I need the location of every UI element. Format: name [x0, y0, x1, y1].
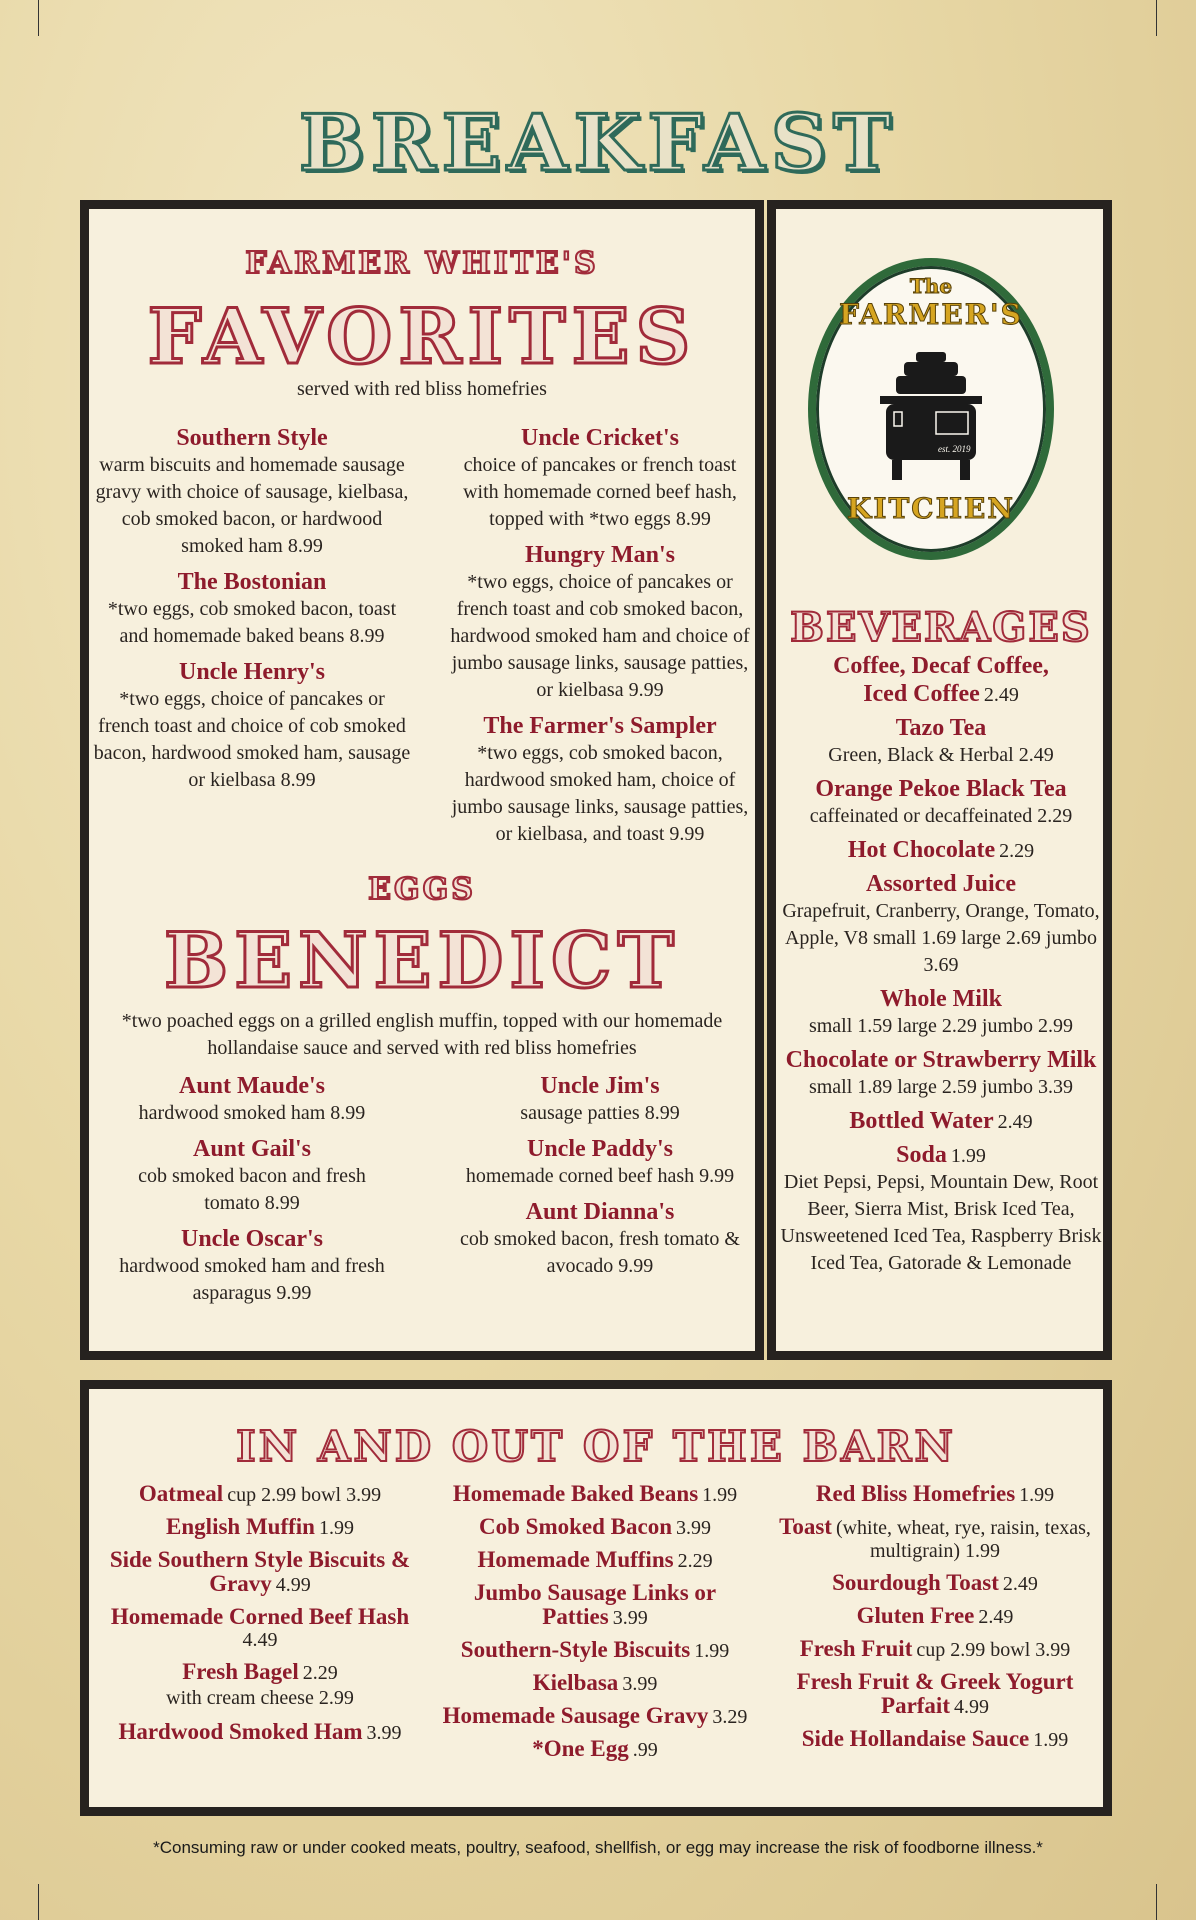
item-name: Uncle Jim's: [540, 1073, 660, 1099]
item-name: English Muffin: [166, 1514, 315, 1539]
item-price: 1.99: [1033, 1729, 1069, 1751]
item-name: Bottled Water: [849, 1108, 994, 1134]
item-note: with cream cheese 2.99: [166, 1687, 354, 1709]
item-price: 2.29: [999, 840, 1035, 862]
logo-farmers: FARMER'S: [839, 298, 1023, 331]
item-desc: *two eggs, choice of pancakes or french toast and choice of cob smoked bacon, hardwood smoked ham, sausage or kielbasa 8.99: [93, 688, 411, 791]
menu-item: [770, 1482, 1100, 1507]
farmers-kitchen-logo: [808, 258, 1054, 560]
item-price: 2.49: [997, 1111, 1033, 1133]
item-name: Orange Pekoe Black Tea: [815, 776, 1067, 802]
item-name: Assorted Juice: [866, 871, 1016, 897]
item-price: 1.99: [694, 1640, 730, 1662]
item-name: The Farmer's Sampler: [483, 713, 717, 739]
item-price: 2.49: [978, 1606, 1014, 1628]
item-name-cont: Iced Coffee: [863, 681, 980, 707]
item-name: Kielbasa: [532, 1670, 619, 1695]
benedict-right-column: [460, 1072, 740, 1280]
menu-item: [112, 1072, 392, 1127]
menu-item: [770, 1637, 1100, 1662]
crop-mark: [38, 0, 39, 36]
item-name: Homemade Baked Beans: [452, 1481, 699, 1506]
menu-item: [770, 1727, 1100, 1752]
logo-kitchen: KITCHEN: [847, 492, 1015, 525]
page-title: BREAKFAST: [298, 98, 898, 189]
item-name: Aunt Maude's: [178, 1073, 326, 1099]
logo-est: est. 2019: [938, 444, 971, 454]
item-name: Cob Smoked Bacon: [479, 1514, 672, 1539]
barn-heading: IN AND OUT OF THE BARN: [236, 1422, 956, 1471]
menu-item: [100, 1605, 420, 1652]
menu-item: [100, 1515, 420, 1540]
beverages-heading: BEVERAGES: [790, 604, 1092, 651]
item-desc: *two eggs, cob smoked bacon, toast and homemade baked beans 8.99: [107, 598, 397, 647]
menu-item: [100, 1482, 420, 1507]
item-name: Red Bliss Homefries: [815, 1481, 1016, 1506]
menu-item: [778, 1046, 1104, 1101]
item-price: 2.49: [983, 684, 1019, 706]
item-name: Uncle Cricket's: [521, 425, 679, 451]
item-price: 4.99: [953, 1696, 989, 1718]
menu-item: [440, 1482, 750, 1507]
item-desc: Diet Pepsi, Pepsi, Mountain Dew, Root Beer, Sierra Mist, Brisk Iced Tea, Unsweetened Iced Tea, Raspberry Brisk Iced Tea, Gatorade & Lemonade: [780, 1171, 1102, 1274]
menu-item: [440, 1671, 750, 1696]
item-price: 1.99: [318, 1517, 354, 1539]
menu-item: [92, 424, 412, 560]
item-price: 3.99: [366, 1722, 402, 1744]
item-name: Uncle Oscar's: [181, 1226, 323, 1252]
barn-column-2: [440, 1482, 750, 1770]
item-desc: caffeinated or decaffeinated 2.29: [809, 805, 1073, 827]
favorites-kicker: FARMER WHITE'S: [245, 246, 599, 281]
menu-item: [778, 1141, 1104, 1277]
item-desc: cob smoked bacon, fresh tomato & avocado 9.99: [460, 1228, 740, 1277]
menu-item: [448, 424, 752, 533]
item-price: 4.99: [275, 1574, 311, 1596]
item-price: 1.99: [950, 1145, 986, 1167]
item-desc: hardwood smoked ham and fresh asparagus 9.99: [119, 1255, 385, 1304]
item-desc: Grapefruit, Cranberry, Orange, Tomato, Apple, V8 small 1.69 large 2.69 jumbo 3.69: [782, 900, 1100, 976]
menu-item: [778, 714, 1104, 769]
item-name: Toast: [779, 1514, 832, 1539]
item-price: 3.29: [712, 1706, 748, 1728]
menu-item: [100, 1548, 420, 1597]
item-name: Gluten Free: [856, 1603, 975, 1628]
item-price: (white, wheat, rye, raisin, texas, multigrain) 1.99: [835, 1517, 1091, 1562]
menu-item: [440, 1581, 750, 1630]
barn-column-3: [770, 1482, 1100, 1760]
item-name: The Bostonian: [177, 569, 327, 595]
item-name: Fresh Fruit: [799, 1636, 913, 1661]
item-name: Hot Chocolate: [847, 837, 996, 863]
menu-item: [770, 1604, 1100, 1629]
menu-item: [778, 775, 1104, 830]
menu-item: [460, 1135, 740, 1190]
menu-item: [778, 652, 1104, 708]
item-name: Hungry Man's: [524, 542, 676, 568]
item-name: Coffee, Decaf Coffee,: [833, 653, 1049, 679]
menu-item: [778, 985, 1104, 1040]
item-name: Soda: [896, 1142, 947, 1168]
item-name: Fresh Bagel: [182, 1659, 299, 1684]
item-name: Oatmeal: [138, 1481, 224, 1506]
item-desc: small 1.89 large 2.59 jumbo 3.39: [808, 1076, 1074, 1098]
item-desc: warm biscuits and homemade sausage gravy with choice of sausage, kielbasa, cob smoked bacon, or hardwood smoked ham 8.99: [95, 454, 409, 557]
item-name: Homemade Sausage Gravy: [442, 1703, 709, 1728]
item-price: 4.49: [242, 1629, 278, 1651]
menu-item: [112, 1135, 392, 1217]
menu-item: [778, 836, 1104, 864]
item-name: Uncle Henry's: [179, 659, 325, 685]
menu-item: [92, 568, 412, 650]
favorites-subtitle: served with red bliss homefries: [297, 378, 547, 400]
item-name: *One Egg: [532, 1736, 629, 1761]
benedict-left-column: [112, 1072, 392, 1307]
item-price: 3.99: [622, 1673, 658, 1695]
item-name: Southern-Style Biscuits: [460, 1637, 691, 1662]
benedict-subtitle: *two poached eggs on a grilled english muffin, topped with our homemade hollandaise sauce and served with red bliss homefries: [121, 1010, 723, 1059]
menu-item: [778, 870, 1104, 979]
menu-item: [770, 1670, 1100, 1719]
crop-mark: [1156, 1884, 1157, 1920]
favorites-right-column: [448, 424, 752, 848]
logo-the: The: [909, 274, 953, 298]
menu-item: [440, 1515, 750, 1540]
item-name: Side Southern Style Biscuits & Gravy: [109, 1547, 411, 1596]
item-price: cup 2.99 bowl 3.99: [916, 1639, 1071, 1661]
crop-mark: [38, 1884, 39, 1920]
item-price: 2.49: [1002, 1573, 1038, 1595]
item-name: Jumbo Sausage Links or Patties: [473, 1580, 717, 1629]
item-name: Sourdough Toast: [832, 1570, 999, 1595]
menu-item: [778, 1107, 1104, 1135]
item-desc: homemade corned beef hash 9.99: [465, 1165, 735, 1187]
item-desc: Green, Black & Herbal 2.49: [828, 744, 1054, 766]
menu-item: [448, 541, 752, 704]
item-name: Aunt Gail's: [192, 1136, 312, 1162]
item-price: 1.99: [702, 1484, 738, 1506]
favorites-heading: FAVORITES: [147, 292, 697, 381]
item-name: Whole Milk: [879, 986, 1002, 1012]
barn-column-1: [100, 1482, 420, 1753]
menu-item: [100, 1660, 420, 1712]
item-price: 3.99: [612, 1607, 648, 1629]
item-name: Uncle Paddy's: [526, 1136, 673, 1162]
menu-item: [440, 1638, 750, 1663]
item-name: Aunt Dianna's: [525, 1199, 675, 1225]
menu-item: [440, 1548, 750, 1573]
item-desc: choice of pancakes or french toast with homemade corned beef hash, topped with *two eggs 8.99: [463, 454, 737, 530]
menu-item: [770, 1515, 1100, 1563]
item-name: Hardwood Smoked Ham: [118, 1719, 363, 1744]
menu-item: [112, 1225, 392, 1307]
item-name: Tazo Tea: [895, 715, 987, 741]
beverages-list: [778, 652, 1104, 1277]
menu-item: [440, 1704, 750, 1729]
benedict-kicker: EGGS: [368, 872, 476, 907]
menu-item: [770, 1571, 1100, 1596]
food-safety-disclaimer: *Consuming raw or under cooked meats, poultry, seafood, shellfish, or egg may increase the risk of foodborne illness.*: [153, 1838, 1043, 1857]
item-name: Fresh Fruit & Greek Yogurt Parfait: [796, 1669, 1074, 1718]
benedict-heading: BENEDICT: [163, 916, 681, 1005]
menu-item: [460, 1198, 740, 1280]
item-price: 2.29: [302, 1662, 338, 1684]
item-name: Side Hollandaise Sauce: [801, 1726, 1030, 1751]
item-price: .99: [632, 1739, 658, 1761]
stove-icon: [874, 352, 988, 482]
menu-item: [440, 1737, 750, 1762]
menu-item: [92, 658, 412, 794]
item-desc: *two eggs, choice of pancakes or french toast and cob smoked bacon, hardwood smoked ham and choice of jumbo sausage links, sausage patties, or kielbasa 9.99: [450, 571, 750, 701]
menu-item: [100, 1720, 420, 1745]
item-name: Homemade Corned Beef Hash: [110, 1604, 410, 1629]
menu-item: [460, 1072, 740, 1127]
item-name: Homemade Muffins: [477, 1547, 674, 1572]
crop-mark: [1156, 0, 1157, 36]
menu-item: [448, 712, 752, 848]
item-price: 3.99: [675, 1517, 711, 1539]
item-price: 2.29: [677, 1550, 713, 1572]
item-name: Chocolate or Strawberry Milk: [785, 1047, 1097, 1073]
item-name: Southern Style: [176, 425, 328, 451]
item-price: cup 2.99 bowl 3.99: [227, 1484, 382, 1506]
item-price: 1.99: [1019, 1484, 1055, 1506]
item-desc: *two eggs, cob smoked bacon, hardwood smoked ham, choice of jumbo sausage links, sausage patties, or kielbasa, and toast 9.99: [451, 742, 749, 845]
item-desc: hardwood smoked ham 8.99: [138, 1102, 366, 1124]
item-desc: sausage patties 8.99: [520, 1102, 680, 1124]
item-desc: small 1.59 large 2.29 jumbo 2.99: [808, 1015, 1074, 1037]
favorites-left-column: [92, 424, 412, 794]
item-desc: cob smoked bacon and fresh tomato 8.99: [138, 1165, 366, 1214]
